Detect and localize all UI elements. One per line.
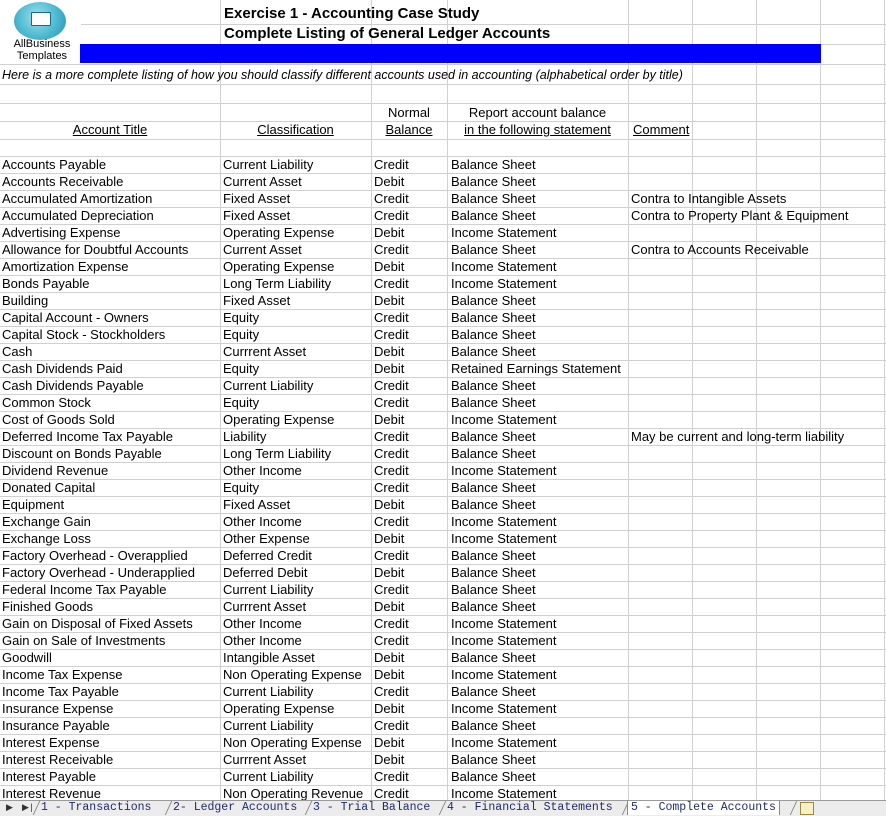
grid-line bbox=[0, 156, 886, 157]
account-title-cell[interactable]: Cash bbox=[2, 344, 33, 359]
statement-cell[interactable]: Income Statement bbox=[451, 667, 557, 682]
statement-cell[interactable]: Balance Sheet bbox=[451, 344, 536, 359]
normal-balance-cell[interactable]: Debit bbox=[374, 361, 405, 376]
classification-cell[interactable]: Current Liability bbox=[223, 582, 314, 597]
grid-line bbox=[884, 0, 885, 800]
normal-balance-cell[interactable]: Credit bbox=[374, 616, 409, 631]
statement-cell[interactable]: Balance Sheet bbox=[451, 548, 536, 563]
normal-balance-cell[interactable]: Credit bbox=[374, 446, 409, 461]
grid-line bbox=[0, 683, 886, 684]
normal-balance-cell[interactable]: Credit bbox=[374, 395, 409, 410]
statement-cell[interactable]: Balance Sheet bbox=[451, 684, 536, 699]
statement-cell[interactable]: Balance Sheet bbox=[451, 174, 536, 189]
account-title-cell[interactable]: Discount on Bonds Payable bbox=[2, 446, 162, 461]
account-title-cell[interactable]: Insurance Expense bbox=[2, 701, 114, 716]
classification-cell[interactable]: Deferred Debit bbox=[223, 565, 308, 580]
header-statement: in the following statement bbox=[464, 122, 611, 137]
normal-balance-cell[interactable]: Credit bbox=[374, 480, 409, 495]
account-title-cell[interactable]: Donated Capital bbox=[2, 480, 96, 495]
grid-line bbox=[820, 0, 821, 800]
intro-text: Here is a more complete listing of how you should classify different accounts used in accounting (alphabetical order by title) bbox=[2, 68, 683, 82]
account-title-cell[interactable]: Interest Receivable bbox=[2, 752, 114, 767]
account-title-cell[interactable]: Equipment bbox=[2, 497, 65, 512]
statement-cell[interactable]: Balance Sheet bbox=[451, 497, 536, 512]
statement-cell[interactable]: Income Statement bbox=[451, 701, 557, 716]
statement-cell[interactable]: Balance Sheet bbox=[451, 769, 536, 784]
statement-cell[interactable]: Balance Sheet bbox=[451, 565, 536, 580]
normal-balance-cell[interactable]: Credit bbox=[374, 242, 409, 257]
classification-cell[interactable]: Other Expense bbox=[223, 531, 310, 546]
normal-balance-cell[interactable]: Debit bbox=[374, 735, 405, 750]
statement-cell[interactable]: Balance Sheet bbox=[451, 599, 536, 614]
laptop-screen-icon bbox=[31, 12, 51, 26]
account-title-cell[interactable]: Income Tax Expense bbox=[2, 667, 123, 682]
account-title-cell[interactable]: Interest Payable bbox=[2, 769, 96, 784]
account-title-cell[interactable]: Building bbox=[2, 293, 49, 308]
classification-cell[interactable]: Equity bbox=[223, 395, 260, 410]
normal-balance-cell[interactable]: Credit bbox=[374, 633, 409, 648]
normal-balance-cell[interactable]: Debit bbox=[374, 174, 405, 189]
tab-sheet-1[interactable]: 1 - Transactions bbox=[41, 801, 152, 814]
account-title-cell[interactable]: Interest Revenue bbox=[2, 786, 102, 800]
normal-balance-cell[interactable]: Credit bbox=[374, 684, 409, 699]
insert-sheet-icon[interactable] bbox=[800, 802, 814, 815]
tab-sheet-5[interactable]: 5 - Complete Accounts bbox=[627, 801, 780, 815]
grid-line bbox=[0, 768, 886, 769]
classification-cell[interactable]: Fixed Asset bbox=[223, 191, 291, 206]
logo-line-2: Templates bbox=[16, 50, 68, 62]
statement-cell[interactable]: Income Statement bbox=[451, 276, 557, 291]
grid-line bbox=[0, 139, 886, 140]
grid-line bbox=[0, 666, 886, 667]
grid-line bbox=[0, 751, 886, 752]
account-title-cell[interactable]: Factory Overhead - Overapplied bbox=[2, 548, 188, 563]
normal-balance-cell[interactable]: Credit bbox=[374, 191, 409, 206]
account-title-cell[interactable]: Cash Dividends Payable bbox=[2, 378, 144, 393]
comment-cell[interactable]: Contra to Accounts Receivable bbox=[631, 242, 809, 257]
tab-sheet-3[interactable]: 3 - Trial Balance bbox=[313, 801, 431, 814]
comment-cell[interactable]: Contra to Intangible Assets bbox=[631, 191, 787, 206]
grid-line bbox=[0, 84, 886, 85]
grid-line bbox=[0, 700, 886, 701]
classification-cell[interactable]: Non Operating Revenue bbox=[223, 786, 364, 800]
classification-cell[interactable]: Equity bbox=[223, 310, 260, 325]
classification-cell[interactable]: Operating Expense bbox=[223, 259, 335, 274]
logo-line-1: AllBusiness bbox=[13, 38, 71, 50]
statement-cell[interactable]: Income Statement bbox=[451, 633, 557, 648]
statement-cell[interactable]: Income Statement bbox=[451, 786, 557, 800]
account-title-cell[interactable]: Accumulated Amortization bbox=[2, 191, 153, 206]
account-title-cell[interactable]: Dividend Revenue bbox=[2, 463, 109, 478]
grid-line bbox=[0, 64, 886, 65]
normal-balance-cell[interactable]: Debit bbox=[374, 259, 405, 274]
normal-balance-cell[interactable]: Credit bbox=[374, 582, 409, 597]
comment-cell[interactable]: May be current and long-term liability bbox=[631, 429, 845, 444]
comment-cell[interactable]: Contra to Property Plant & Equipment bbox=[631, 208, 849, 223]
classification-cell[interactable]: Deferred Credit bbox=[223, 548, 312, 563]
normal-balance-cell[interactable]: Debit bbox=[374, 752, 405, 767]
header-account-title: Account Title bbox=[72, 122, 148, 137]
account-title-cell[interactable]: Gain on Sale of Investments bbox=[2, 633, 166, 648]
laptop-logo-icon bbox=[14, 2, 66, 40]
classification-cell[interactable]: Current Liability bbox=[223, 157, 314, 172]
statement-cell[interactable]: Income Statement bbox=[451, 463, 557, 478]
account-title-cell[interactable]: Common Stock bbox=[2, 395, 91, 410]
classification-cell[interactable]: Equity bbox=[223, 361, 260, 376]
classification-cell[interactable]: Fixed Asset bbox=[223, 293, 291, 308]
grid-line bbox=[0, 496, 886, 497]
account-title-cell[interactable]: Exchange Gain bbox=[2, 514, 91, 529]
normal-balance-cell[interactable]: Debit bbox=[374, 667, 405, 682]
grid-line bbox=[628, 0, 629, 800]
header-comment: Comment bbox=[633, 122, 690, 137]
normal-balance-cell[interactable]: Credit bbox=[374, 463, 409, 478]
classification-cell[interactable]: Operating Expense bbox=[223, 701, 335, 716]
normal-balance-cell[interactable]: Debit bbox=[374, 599, 405, 614]
classification-cell[interactable]: Equity bbox=[223, 327, 260, 342]
grid-line bbox=[0, 530, 886, 531]
classification-cell[interactable]: Current Liability bbox=[223, 718, 314, 733]
grid-line bbox=[0, 411, 886, 412]
grid-line bbox=[0, 649, 886, 650]
account-title-cell[interactable]: Factory Overhead - Underapplied bbox=[2, 565, 195, 580]
classification-cell[interactable]: Equity bbox=[223, 480, 260, 495]
statement-cell[interactable]: Balance Sheet bbox=[451, 752, 536, 767]
normal-balance-cell[interactable]: Debit bbox=[374, 225, 405, 240]
classification-cell[interactable]: Other Income bbox=[223, 514, 302, 529]
account-title-cell[interactable]: Interest Expense bbox=[2, 735, 100, 750]
sheet-subtitle: Complete Listing of General Ledger Accounts bbox=[224, 25, 551, 42]
account-title-cell[interactable]: Allowance for Doubtful Accounts bbox=[2, 242, 189, 257]
statement-cell[interactable]: Income Statement bbox=[451, 412, 557, 427]
classification-cell[interactable]: Non Operating Expense bbox=[223, 735, 362, 750]
statement-cell[interactable]: Balance Sheet bbox=[451, 650, 536, 665]
normal-balance-cell[interactable]: Credit bbox=[374, 157, 409, 172]
statement-cell[interactable]: Balance Sheet bbox=[451, 378, 536, 393]
allbusiness-logo bbox=[0, 0, 81, 64]
blue-banner bbox=[80, 44, 821, 63]
normal-balance-cell[interactable]: Credit bbox=[374, 378, 409, 393]
normal-balance-cell[interactable]: Credit bbox=[374, 514, 409, 529]
normal-balance-cell[interactable]: Debit bbox=[374, 701, 405, 716]
statement-cell[interactable]: Balance Sheet bbox=[451, 429, 536, 444]
statement-cell[interactable]: Income Statement bbox=[451, 225, 557, 240]
statement-cell[interactable]: Income Statement bbox=[451, 735, 557, 750]
normal-balance-cell[interactable]: Credit bbox=[374, 548, 409, 563]
grid-line bbox=[0, 275, 886, 276]
classification-cell[interactable]: Liability bbox=[223, 429, 267, 444]
sheet-title: Exercise 1 - Accounting Case Study bbox=[224, 5, 480, 22]
normal-balance-cell[interactable]: Credit bbox=[374, 718, 409, 733]
statement-cell[interactable]: Income Statement bbox=[451, 514, 557, 529]
header-report-top: Report account balance bbox=[468, 105, 607, 120]
grid-line bbox=[0, 598, 886, 599]
statement-cell[interactable]: Retained Earnings Statement bbox=[451, 361, 621, 376]
header-normal: Normal bbox=[388, 105, 430, 120]
classification-cell[interactable]: Fixed Asset bbox=[223, 208, 291, 223]
classification-cell[interactable]: Intangible Asset bbox=[223, 650, 315, 665]
statement-cell[interactable]: Balance Sheet bbox=[451, 327, 536, 342]
grid-line bbox=[0, 734, 886, 735]
tab-separator bbox=[790, 801, 798, 815]
grid-line bbox=[0, 258, 886, 259]
account-title-cell[interactable]: Income Tax Payable bbox=[2, 684, 119, 699]
normal-balance-cell[interactable]: Credit bbox=[374, 276, 409, 291]
account-title-cell[interactable]: Goodwill bbox=[2, 650, 52, 665]
classification-cell[interactable]: Current Liability bbox=[223, 378, 314, 393]
classification-cell[interactable]: Fixed Asset bbox=[223, 497, 291, 512]
grid-line bbox=[756, 0, 757, 800]
classification-cell[interactable]: Operating Expense bbox=[223, 225, 335, 240]
classification-cell[interactable]: Non Operating Expense bbox=[223, 667, 362, 682]
classification-cell[interactable]: Currrent Asset bbox=[223, 344, 307, 359]
statement-cell[interactable]: Income Statement bbox=[451, 616, 557, 631]
normal-balance-cell[interactable]: Credit bbox=[374, 327, 409, 342]
normal-balance-cell[interactable]: Debit bbox=[374, 412, 405, 427]
account-title-cell[interactable]: Federal Income Tax Payable bbox=[2, 582, 167, 597]
account-title-cell[interactable]: Deferred Income Tax Payable bbox=[2, 429, 174, 444]
account-title-cell[interactable]: Advertising Expense bbox=[2, 225, 121, 240]
normal-balance-cell[interactable]: Credit bbox=[374, 208, 409, 223]
account-title-cell[interactable]: Accounts Payable bbox=[2, 157, 107, 172]
normal-balance-cell[interactable]: Debit bbox=[374, 531, 405, 546]
account-title-cell[interactable]: Finished Goods bbox=[2, 599, 94, 614]
statement-cell[interactable]: Balance Sheet bbox=[451, 480, 536, 495]
sheet-tab-bar bbox=[0, 800, 886, 816]
classification-cell[interactable]: Other Income bbox=[223, 616, 302, 631]
grid-line bbox=[0, 462, 886, 463]
account-title-cell[interactable]: Cash Dividends Paid bbox=[2, 361, 123, 376]
grid-line bbox=[0, 360, 886, 361]
grid-line bbox=[0, 173, 886, 174]
statement-cell[interactable]: Balance Sheet bbox=[451, 157, 536, 172]
classification-cell[interactable]: Long Term Liability bbox=[223, 276, 332, 291]
normal-balance-cell[interactable]: Debit bbox=[374, 344, 405, 359]
header-balance: Balance bbox=[385, 122, 433, 137]
statement-cell[interactable]: Balance Sheet bbox=[451, 446, 536, 461]
next-sheet-icon[interactable]: ▶ bbox=[6, 803, 13, 813]
grid-line bbox=[0, 343, 886, 344]
normal-balance-cell[interactable]: Debit bbox=[374, 497, 405, 512]
classification-cell[interactable]: Current Asset bbox=[223, 242, 302, 257]
statement-cell[interactable]: Balance Sheet bbox=[451, 191, 536, 206]
tab-sheet-4[interactable]: 4 - Financial Statements bbox=[447, 801, 613, 814]
grid-line bbox=[220, 0, 221, 800]
statement-cell[interactable]: Income Statement bbox=[451, 531, 557, 546]
normal-balance-cell[interactable]: Credit bbox=[374, 429, 409, 444]
classification-cell[interactable]: Currrent Asset bbox=[223, 599, 307, 614]
account-title-cell[interactable]: Bonds Payable bbox=[2, 276, 90, 291]
classification-cell[interactable]: Other Income bbox=[223, 633, 302, 648]
normal-balance-cell[interactable]: Credit bbox=[374, 786, 409, 800]
statement-cell[interactable]: Balance Sheet bbox=[451, 582, 536, 597]
statement-cell[interactable]: Balance Sheet bbox=[451, 395, 536, 410]
normal-balance-cell[interactable]: Debit bbox=[374, 565, 405, 580]
statement-cell[interactable]: Balance Sheet bbox=[451, 208, 536, 223]
classification-cell[interactable]: Current Liability bbox=[223, 684, 314, 699]
normal-balance-cell[interactable]: Debit bbox=[374, 293, 405, 308]
classification-cell[interactable]: Long Term Liability bbox=[223, 446, 332, 461]
grid-line bbox=[0, 224, 886, 225]
account-title-cell[interactable]: Exchange Loss bbox=[2, 531, 91, 546]
statement-cell[interactable]: Balance Sheet bbox=[451, 718, 536, 733]
classification-cell[interactable]: Currrent Asset bbox=[223, 752, 307, 767]
account-title-cell[interactable]: Insurance Payable bbox=[2, 718, 110, 733]
grid-line bbox=[0, 479, 886, 480]
normal-balance-cell[interactable]: Credit bbox=[374, 310, 409, 325]
tab-sheet-2[interactable]: 2- Ledger Accounts bbox=[173, 801, 298, 814]
normal-balance-cell[interactable]: Debit bbox=[374, 650, 405, 665]
grid-line bbox=[692, 0, 693, 800]
logo-text bbox=[2, 38, 82, 62]
account-title-cell[interactable]: Accounts Receivable bbox=[2, 174, 124, 189]
classification-cell[interactable]: Current Liability bbox=[223, 769, 314, 784]
statement-cell[interactable]: Balance Sheet bbox=[451, 310, 536, 325]
account-title-cell[interactable]: Accumulated Depreciation bbox=[2, 208, 154, 223]
statement-cell[interactable]: Balance Sheet bbox=[451, 293, 536, 308]
normal-balance-cell[interactable]: Credit bbox=[374, 769, 409, 784]
statement-cell[interactable]: Balance Sheet bbox=[451, 242, 536, 257]
account-title-cell[interactable]: Amortization Expense bbox=[2, 259, 129, 274]
grid-line bbox=[0, 292, 886, 293]
classification-cell[interactable]: Current Asset bbox=[223, 174, 302, 189]
account-title-cell[interactable]: Gain on Disposal of Fixed Assets bbox=[2, 616, 193, 631]
last-sheet-icon[interactable]: ▶| bbox=[22, 803, 35, 813]
grid-line bbox=[0, 513, 886, 514]
header-classification: Classification bbox=[257, 122, 334, 137]
grid-line bbox=[0, 785, 886, 786]
account-title-cell[interactable]: Cost of Goods Sold bbox=[2, 412, 115, 427]
classification-cell[interactable]: Operating Expense bbox=[223, 412, 335, 427]
grid-line bbox=[0, 394, 886, 395]
classification-cell[interactable]: Other Income bbox=[223, 463, 302, 478]
account-title-cell[interactable]: Capital Account - Owners bbox=[2, 310, 149, 325]
grid-line bbox=[0, 717, 886, 718]
statement-cell[interactable]: Income Statement bbox=[451, 259, 557, 274]
account-title-cell[interactable]: Capital Stock - Stockholders bbox=[2, 327, 166, 342]
